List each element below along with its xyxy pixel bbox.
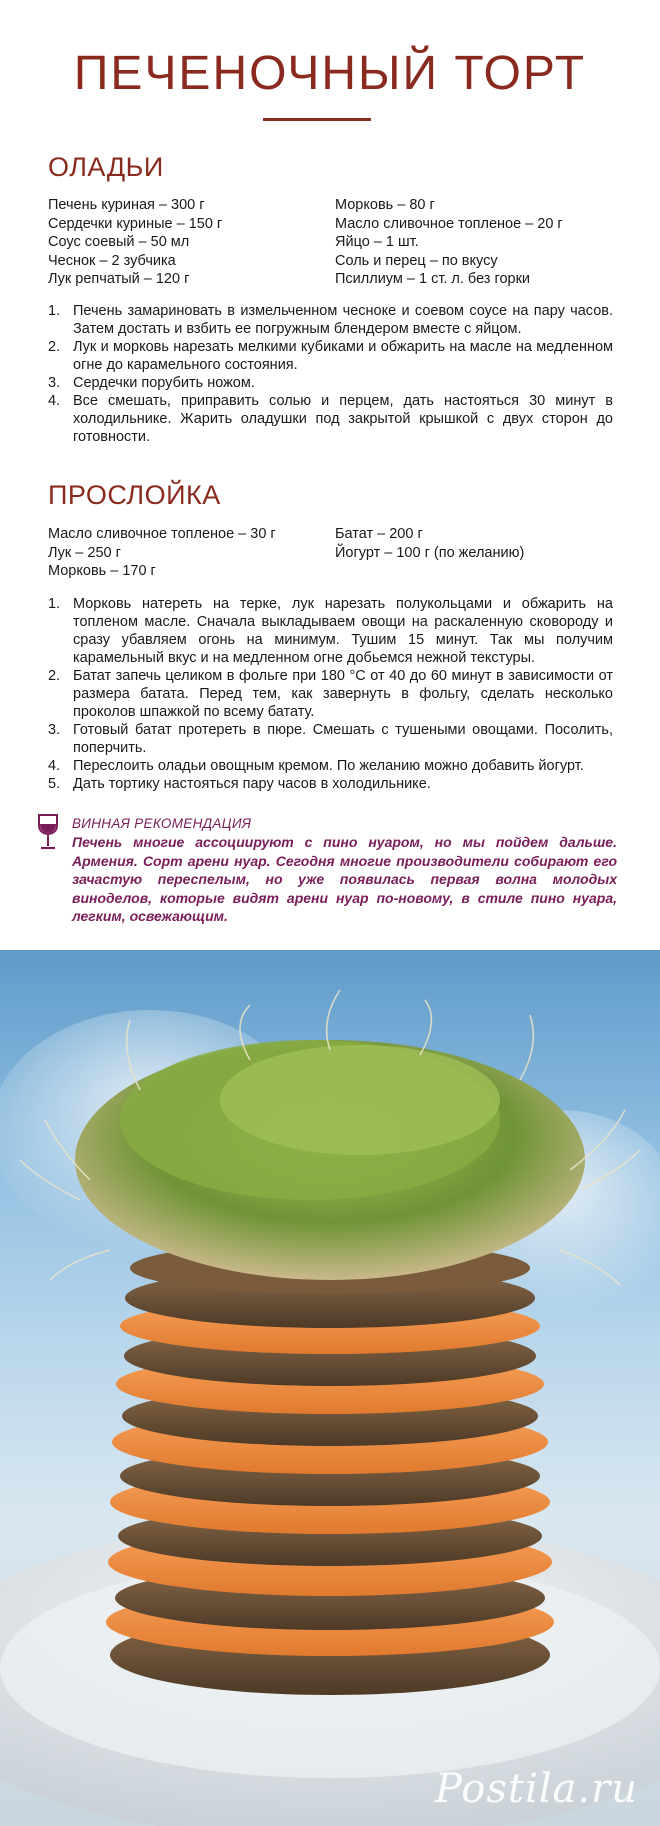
ingredient: Лук – 250 г: [48, 544, 121, 561]
step-text: Готовый батат протереть в пюре. Смешать с тушеными овощами. Посолить, поперчить.: [73, 722, 613, 756]
pancakes-steps: [48, 302, 613, 446]
page-title: ПЕЧЕНОЧНЫЙ ТОРТ: [73, 47, 587, 100]
ingredient: Масло сливочное топленое – 20 г: [335, 215, 563, 232]
ingredient: Морковь – 80 г: [335, 197, 435, 213]
layer-heading: ПРОСЛОЙКА: [48, 480, 221, 510]
step-item: 2. Батат запечь целиком в фольге при 180 °С от 40 до 60 минут в зависимости от размера батата. Перед тем, как завернуть в фольгу, сделать несколько проколов шпажкой по всему батату.: [48, 668, 613, 720]
cake-illustration: [0, 950, 660, 1826]
ingredient: Соль и перец – по вкусу: [335, 252, 498, 269]
step-text: Батат запечь целиком в фольге при 180 °С от 40 до 60 минут в зависимости от размера батата. Перед тем, как завернуть в фольгу, сделать несколько проколов шпажкой по всему батату.: [73, 668, 613, 720]
watermark: Postila.ru: [434, 1766, 638, 1812]
wine-text: Печень многие ассоциируют с пино нуаром, но мы пойдем дальше. Армения. Сорт арени нуар. Сегодня многие производители собирают его зачастую переспелым, но уже появилась первая волна молодых виноделов, которые видят арени нуар по-новому, в стиле пино нуара, легким, освежающим.: [72, 834, 617, 924]
step-item: 3. Готовый батат протереть в пюре. Смешать с тушеными овощами. Посолить, поперчить.: [48, 722, 613, 756]
step-text: Все смешать, приправить солью и перцем, дать настояться 30 минут в холодильнике. Жарить оладушки под закрытой крышкой с двух сторон до готовности.: [73, 393, 613, 445]
pancakes-ingredients-left: [48, 196, 222, 289]
step-text: Дать тортику настояться пару часов в холодильнике.: [73, 776, 431, 792]
ingredient: Печень куриная – 300 г: [48, 197, 205, 213]
ingredient: Сердечки куриные – 150 г: [48, 215, 223, 232]
ingredient: Соус соевый – 50 мл: [48, 234, 190, 250]
step-text: Переслоить оладьи овощным кремом. По желанию можно добавить йогурт.: [73, 758, 584, 774]
wine-heading: ВИННАЯ РЕКОМЕНДАЦИЯ: [72, 816, 252, 831]
step-item: 2. Лук и морковь нарезать мелкими кубиками и обжарить на масле на медленном огне до карамельного состояния.: [48, 339, 613, 373]
ingredient: Чеснок – 2 зубчика: [48, 252, 176, 269]
ingredient: Йогурт – 100 г (по желанию): [335, 544, 525, 561]
step-item: 1. Печень замариновать в измельченном чесноке и соевом соусе на пару часов. Затем достать и взбить ее погружным блендером вместе с яйцом.: [48, 303, 613, 337]
step-item: 4. Все смешать, приправить солью и перцем, дать настояться 30 минут в холодильнике. Жарить оладушки под закрытой крышкой с двух сторон до готовности.: [48, 393, 613, 445]
step-text: Морковь натереть на терке, лук нарезать полукольцами и обжарить на топленом масле. Сначала выкладываем овощи на раскаленную сковороду и сразу убавляем огонь на минимум. Тушим 15 минут. Так мы получим карамельный вкус и на медленном огне добьемся нежной текстуры.: [73, 596, 613, 666]
step-item: 5. Дать тортику настояться пару часов в холодильнике.: [48, 776, 431, 792]
step-text: Печень замариновать в измельченном чесноке и соевом соусе на пару часов. Затем достать и взбить ее погружным блендером вместе с яйцом.: [73, 303, 613, 337]
pancakes-heading: ОЛАДЬИ: [48, 152, 164, 182]
ingredient: Яйцо – 1 шт.: [335, 234, 419, 250]
ingredient: Псиллиум – 1 ст. л. без горки: [335, 271, 531, 287]
step-item: 1. Морковь натереть на терке, лук нарезать полукольцами и обжарить на топленом масле. Сначала выкладываем овощи на раскаленную сковороду и сразу убавляем огонь на минимум. Тушим 15 минут. Так мы получим карамельный вкус и на медленном огне добьемся нежной текстуры.: [48, 596, 613, 666]
layer-steps: [48, 595, 613, 793]
ingredient: Масло сливочное топленое – 30 г: [48, 526, 276, 542]
layer-ingredients-right: [335, 525, 524, 562]
ingredient: Лук репчатый – 120 г: [48, 271, 190, 287]
step-item: 3. Сердечки порубить ножом.: [48, 375, 255, 391]
layer-ingredients-left: [48, 525, 276, 581]
pancake-stack: [106, 1242, 554, 1695]
wine-glass-icon: [36, 813, 60, 851]
step-text: Сердечки порубить ножом.: [73, 375, 255, 391]
cake-photo: [0, 950, 660, 1826]
title-divider: [263, 118, 371, 121]
pancakes-ingredients-right: [335, 196, 563, 289]
ingredient: Батат – 200 г: [335, 526, 423, 542]
step-text: Лук и морковь нарезать мелкими кубиками и обжарить на масле на медленном огне до карамельного состояния.: [73, 339, 613, 373]
ingredient: Морковь – 170 г: [48, 563, 156, 579]
step-item: 4. Переслоить оладьи овощным кремом. По желанию можно добавить йогурт.: [48, 758, 584, 774]
